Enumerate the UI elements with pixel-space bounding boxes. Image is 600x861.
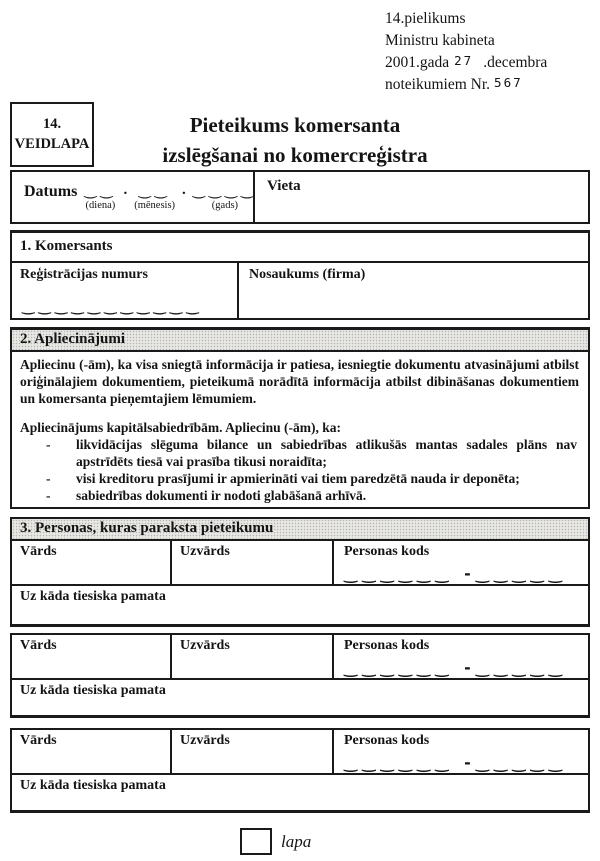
date-month-marks: ‿‿ [138,181,171,199]
person-block-2 [10,633,590,718]
section-merchant-title: 1. Komersants [12,233,588,263]
form-title [94,110,496,170]
last-name-label: Uzvārds [180,638,230,653]
first-name-field[interactable] [12,730,172,773]
annex-line-4 [385,74,547,96]
annex-line-2: Ministru kabineta [385,32,495,49]
place-field[interactable] [255,172,588,222]
date-label: Datums [24,183,78,200]
annex-month-text: .decembra [483,54,548,71]
person-block-1 [10,517,590,627]
section-merchant [10,230,590,320]
annex-day-number: 27 [454,53,474,68]
form-number-box [10,102,94,167]
legal-basis-label: Uz kāda tiesiska pamata [20,683,166,698]
annex-reference [385,8,547,96]
list-dash: - [46,437,51,452]
company-name-label: Nosaukums (firma) [249,267,366,282]
date-month-caption: (mēnesis) [134,200,176,211]
date-year-caption: (gads) [211,200,239,211]
first-name-label: Vārds [20,638,57,653]
first-name-label: Vārds [20,544,57,559]
declaration-item-text: sabiedrības dokumenti ir nodoti glabāšanā arhīvā. [76,488,367,503]
declaration-item-text: likvidācijas slēguma bilance un sabiedrības atlikušās mantas sadales plāns nav apstrīdēts tiesā vai prasība tikusi noraidīta; [76,437,577,469]
annex-regulation-text: noteikumiem Nr. [385,76,491,93]
form-number: 14. [42,116,62,132]
legal-basis-label: Uz kāda tiesiska pamata [20,589,166,604]
first-name-field[interactable] [12,635,172,678]
form-title-line-1: Pieteikums komersanta [189,113,401,137]
last-name-field[interactable] [172,541,334,584]
declaration-item [20,436,579,470]
place-label: Vieta [267,178,301,194]
declaration-subheading: Apliecinājums kapitālsabiedrībām. Apliecinu (-ām), ka: [20,420,342,435]
section-persons-title: 3. Personas, kuras paraksta pieteikumu [12,519,588,541]
last-name-field[interactable] [172,635,334,678]
page-label: lapa [281,832,312,851]
date-day-caption: (diena) [85,200,116,211]
person-block-3 [10,728,590,813]
list-dash: - [46,488,51,503]
last-name-field[interactable] [172,730,334,773]
annex-line-1: 14.pielikums [385,10,466,27]
personal-code-marks: ‿‿‿‿‿‿ -‿‿‿‿‿ [344,564,567,583]
person-name-row [12,635,588,680]
list-dash: - [46,471,51,486]
merchant-fields-row [12,263,588,318]
form-title-line-2: izslēgšanai no komercreģistra [162,143,428,167]
legal-basis-field[interactable] [12,680,588,699]
personal-code-label: Personas kods [344,638,430,653]
annex-year-text: 2001.gada [385,54,450,71]
section-declarations-title: 2. Apliecinājumi [12,330,588,352]
page-number-box[interactable] [240,828,272,855]
declarations-body [12,352,588,504]
section-declarations [10,327,590,509]
first-name-label: Vārds [20,733,57,748]
declaration-item-text: visi kreditoru prasījumi ir apmierināti vai tiem paredzētā nauda ir deponēta; [76,471,520,486]
form-type-label: VEIDLAPA [14,136,90,152]
declaration-item [20,487,579,504]
registration-number-field[interactable] [12,263,239,318]
date-place-table [10,170,590,224]
legal-basis-label: Uz kāda tiesiska pamata [20,778,166,793]
company-name-field[interactable] [239,263,588,318]
person-name-row [12,541,588,586]
date-separator: . [123,182,128,198]
personal-code-field[interactable] [334,541,588,584]
date-separator: . [182,182,186,198]
registration-number-marks: ‿‿‿‿‿‿‿‿‿‿‿ [22,297,203,315]
personal-code-field[interactable] [334,730,588,773]
date-day-group[interactable] [84,181,117,211]
personal-code-label: Personas kods [344,544,430,559]
registration-number-label: Reģistrācijas numurs [20,267,148,282]
legal-basis-field[interactable] [12,586,588,605]
personal-code-marks: ‿‿‿‿‿‿ -‿‿‿‿‿ [344,753,567,772]
date-year-marks: ‿‿‿‿ [192,181,258,199]
date-year-group[interactable] [192,181,258,211]
date-day-marks: ‿‿ [84,181,117,199]
person-name-row [12,730,588,775]
legal-basis-field[interactable] [12,775,588,794]
last-name-label: Uzvārds [180,733,230,748]
annex-line-3 [385,52,547,74]
personal-code-label: Personas kods [344,733,430,748]
personal-code-field[interactable] [334,635,588,678]
personal-code-marks: ‿‿‿‿‿‿ -‿‿‿‿‿ [344,658,567,677]
declaration-paragraph: Apliecinu (-ām), ka visa sniegtā informācija ir patiesa, iesniegtie dokumentu atvasinājumi atbilst oriģinālajiem dokumentiem, pieteikumā norādītā informācija atbilst dibināšanas dokumentiem un komersanta pieņemtajiem lēmumiem. [20,357,579,406]
last-name-label: Uzvārds [180,544,230,559]
annex-regulation-number: 567 [494,75,523,90]
date-month-group[interactable] [134,181,176,211]
declaration-item [20,470,579,487]
date-field[interactable] [12,172,258,222]
first-name-field[interactable] [12,541,172,584]
